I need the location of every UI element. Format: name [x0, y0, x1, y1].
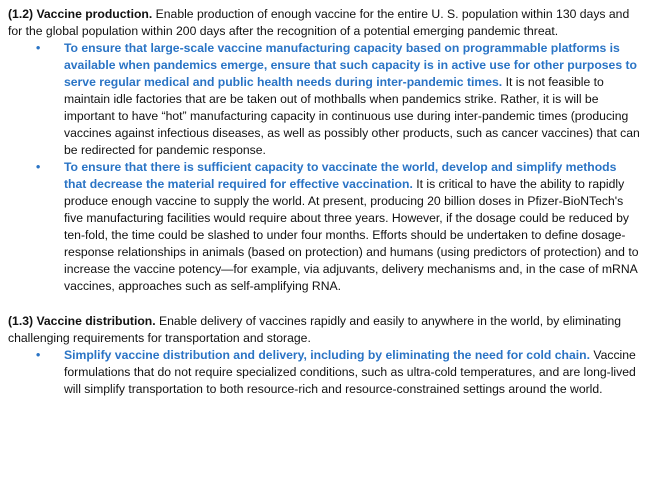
bullet-item — [8, 347, 642, 398]
section-heading: (1.2) Vaccine production. — [8, 7, 153, 21]
bullet-item — [8, 40, 642, 159]
bullet-highlight-text: Simplify vaccine distribution and delivery, including by eliminating the need for cold chain. — [64, 348, 590, 362]
bullet-highlight-text: To ensure that there is sufficient capacity to vaccinate the world, develop and simplify methods that decrease the material required for effective vaccination. — [64, 160, 617, 191]
section-vaccine-distribution — [8, 313, 642, 398]
bullet-marker: • — [36, 160, 41, 174]
section-intro-paragraph — [8, 6, 642, 40]
bullet-marker: • — [36, 348, 41, 362]
bullet-body-text: It is critical to have the ability to rapidly produce enough vaccine to supply the world. At present, producing 20 billion doses in Pfizer-BioNTech's five manufacturing facilities would require about three years. However, if the dosage could be reduced by ten-fold, the time could be slashed to under four months. Efforts should be undertaken to define dosage-response relationships in animals (based on protection) and humans (using predictors of protection) and to increase the vaccine potency—for example, via adjuvants, delivery mechanisms and, in the case of mRNA vaccines, approaches such as self-amplifying RNA. — [64, 177, 639, 293]
bullet-marker: • — [36, 41, 41, 55]
section-intro-text: Enable production of enough vaccine for the entire U. S. population within 130 days and for the global population within 200 days after the recognition of a potential emerging pandemic threat. — [8, 7, 630, 38]
bullet-list — [8, 347, 642, 398]
bullet-body-text: It is not feasible to maintain idle factories that are be taken out of mothballs when pandemics strike. Rather, it is will be important to have “hot” manufacturing capacity in continuous use during inter-pandemic times (producing vaccines against infectious diseases, as well as possibly other products, such as cancer vaccines) that can be redirected for pandemic response. — [64, 75, 640, 157]
bullet-list — [8, 40, 642, 295]
section-heading: (1.3) Vaccine distribution. — [8, 314, 156, 328]
section-intro-text: Enable delivery of vaccines rapidly and easily to anywhere in the world, by eliminating challenging requirements for transportation and storage. — [8, 314, 622, 345]
section-vaccine-production — [8, 6, 642, 295]
bullet-item — [8, 159, 642, 295]
section-intro-paragraph — [8, 313, 642, 347]
bullet-highlight-text: To ensure that large-scale vaccine manufacturing capacity based on programmable platforms is available when pandemics emerge, ensure that such capacity is in active use for other purposes to serve regular medical and public health needs during inter-pandemic times. — [64, 41, 638, 89]
bullet-body-text: Vaccine formulations that do not require specialized conditions, such as ultra-cold temperatures, and are long-lived will simplify transportation to both resource-rich and resource-constrained settings around the world. — [64, 348, 636, 396]
